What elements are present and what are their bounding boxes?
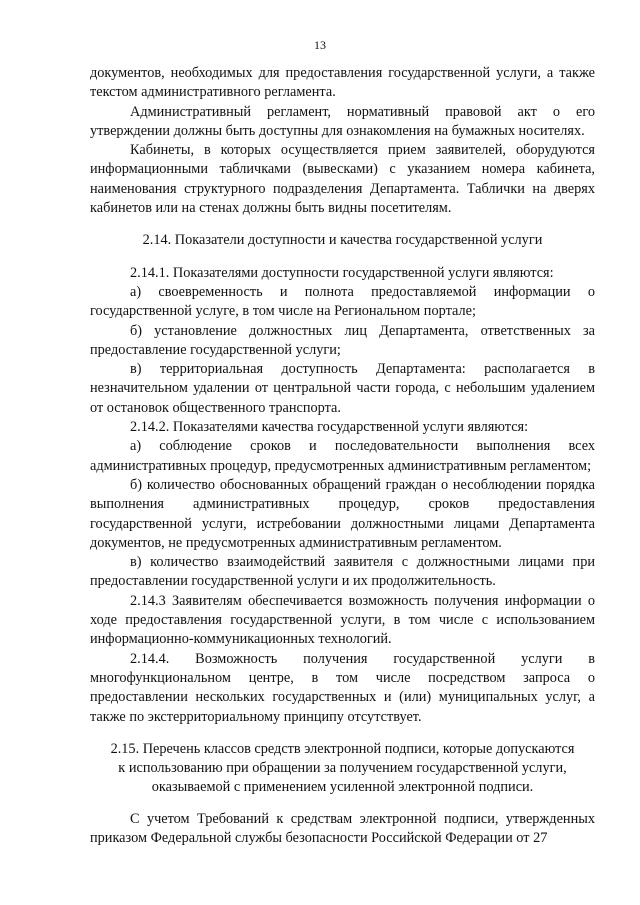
list-item: в) количество взаимодействий заявителя с должностными лицами при предоставлении государственной услуги и их продолжительность. xyxy=(90,554,595,590)
paragraph: Кабинеты, в которых осуществляется прием заявителей, оборудуются информационными табличками (вывесками) с указанием номера кабинета, наименования структурного подразделения Департамента. Таблички на дверях кабинетов или на стенах должны быть видны посетителям. xyxy=(90,142,595,217)
paragraph-2-14-3: 2.14.3 Заявителям обеспечивается возможность получения информации о ходе предоставления государственной услуги, в том числе с использованием информационно-коммуникационных технологий. xyxy=(90,592,595,648)
paragraph: документов, необходимых для предоставления государственной услуги, а также текстом административного регламента. xyxy=(90,65,595,101)
list-item: а) соблюдение сроков и последовательности выполнения всех административных процедур, предусмотренных административным регламентом; xyxy=(90,438,595,474)
page-number: 13 xyxy=(314,38,326,52)
paragraph-2-14-4: 2.14.4. Возможность получения государственной услуги в многофункциональном центре, в том числе посредством запроса о предоставлении нескольких государственных и (или) муниципальных услуг, а также по экстерриториальному принципу отсутствует. xyxy=(90,650,595,725)
list-item: в) территориальная доступность Департамента: располагается в незначительном удалении от центральной части города, с небольшим удалением от остановок общественного транспорта. xyxy=(90,361,595,416)
list-item: а) своевременность и полнота предоставляемой информации о государственной услуге, в том числе на Региональном портале; xyxy=(90,283,595,320)
paragraph: Административный регламент, нормативный правовой акт о его утверждении должны быть доступны для ознакомления на бумажных носителях. xyxy=(90,103,595,139)
paragraph-2-14-1: 2.14.1. Показателями доступности государственной услуги являются: xyxy=(130,264,554,281)
section-heading-2-14: 2.14. Показатели доступности и качества государственной услуги xyxy=(142,232,543,249)
list-item: б) количество обоснованных обращений граждан о несоблюдении порядка выполнения административных процедур, сроков предоставления государственной услуги, истребовании должностными лицами Департамента документов, не предусмотренных административным регламентом. xyxy=(90,476,595,551)
paragraph-2-15: С учетом Требований к средствам электронной подписи, утвержденных приказом Федеральной службы безопасности Российской Федерации от 27 xyxy=(90,810,595,846)
document-body xyxy=(90,64,595,848)
section-heading-2-15: 2.15. Перечень классов средств электронной подписи, которые допускаются к использованию при обращении за получением государственной услуги, оказываемой с применением усиленной электронной подписи. xyxy=(110,740,575,796)
list-item: б) установление должностных лиц Департамента, ответственных за предоставление государственной услуги; xyxy=(90,322,595,358)
paragraph-2-14-2: 2.14.2. Показателями качества государственной услуги являются: xyxy=(130,419,529,436)
